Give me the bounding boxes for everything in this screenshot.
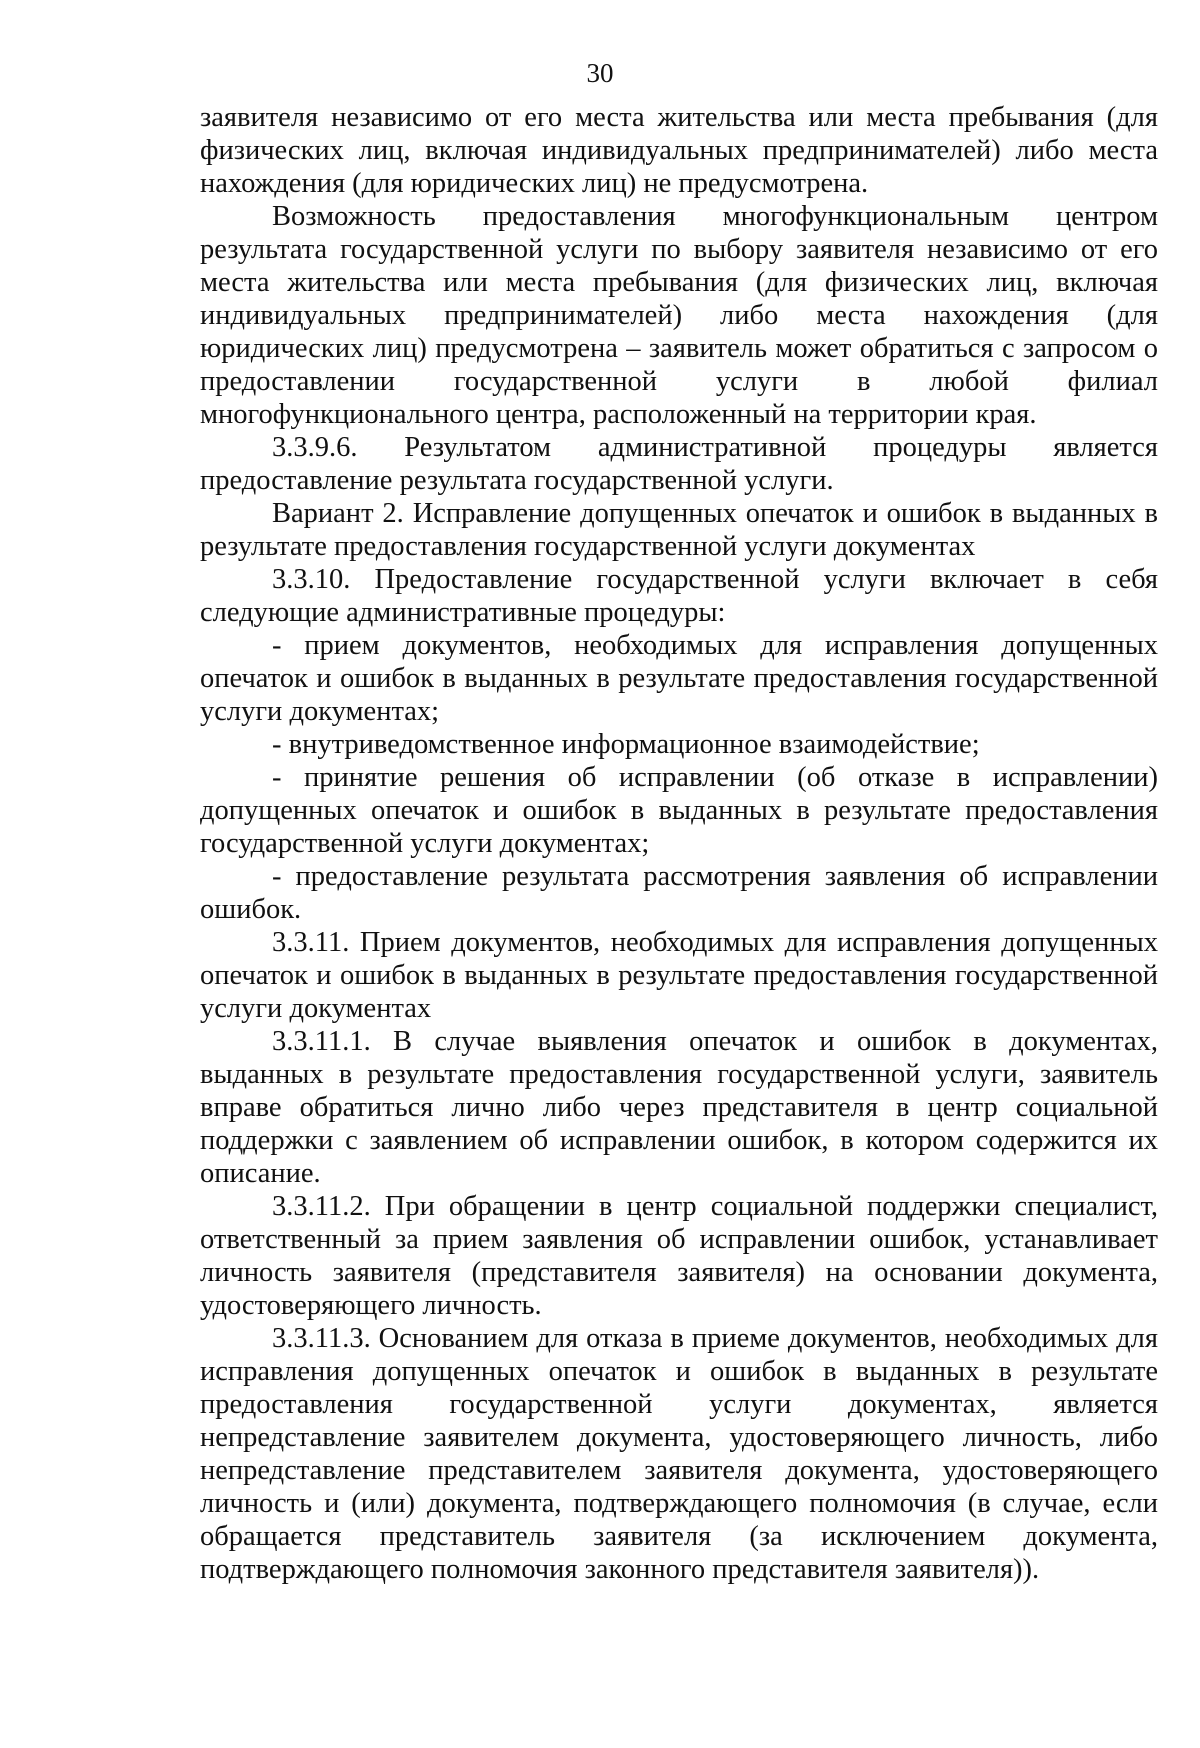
paragraph-3-3-11: 3.3.11. Прием документов, необходимых для исправления допущенных опечаток и ошибок в выданных в результате предоставления государственной услуги документах	[200, 927, 1158, 1024]
paragraph-mfc-possibility: Возможность предоставления многофункциональным центром результата государственной услуги по выбору заявителя независимо от его места жительства или места пребывания (для физических лиц, включая индивидуальных предпринимателей) либо места нахождения (для юридических лиц) предусмотрена – заявитель может обратиться с запросом о предоставлении государственной услуги в любой филиал многофункционального центра, расположенный на территории края.	[200, 201, 1158, 430]
paragraph-3-3-10: 3.3.10. Предоставление государственной услуги включает в себя следующие административные процедуры:	[200, 564, 1158, 628]
document-body	[200, 101, 1158, 1586]
page-number: 30	[586, 58, 614, 88]
list-item-decision: - принятие решения об исправлении (об отказе в исправлении) допущенных опечаток и ошибок в выданных в результате предоставления государственной услуги документах;	[200, 762, 1158, 859]
list-item-result: - предоставление результата рассмотрения заявления об исправлении ошибок.	[200, 861, 1158, 925]
paragraph-3-3-11-1: 3.3.11.1. В случае выявления опечаток и ошибок в документах, выданных в результате предоставления государственной услуги, заявитель вправе обратиться лично либо через представителя в центр социальной поддержки с заявлением об исправлении ошибок, в котором содержится их описание.	[200, 1026, 1158, 1189]
paragraph-3-3-11-2: 3.3.11.2. При обращении в центр социальной поддержки специалист, ответственный за прием заявления об исправлении ошибок, устанавливает личность заявителя (представителя заявителя) на основании документа, удостоверяющего личность.	[200, 1191, 1158, 1321]
paragraph-continuation: заявителя независимо от его места жительства или места пребывания (для физических лиц, включая индивидуальных предпринимателей) либо места нахождения (для юридических лиц) не предусмотрена.	[200, 102, 1158, 199]
list-item-document-intake: - прием документов, необходимых для исправления допущенных опечаток и ошибок в выданных в результате предоставления государственной услуги документах;	[200, 630, 1158, 727]
paragraph-variant-2-heading: Вариант 2. Исправление допущенных опечаток и ошибок в выданных в результате предоставления государственной услуги документах	[200, 498, 1158, 562]
list-item-interaction: - внутриведомственное информационное взаимодействие;	[272, 729, 980, 760]
paragraph-3-3-11-3: 3.3.11.3. Основанием для отказа в приеме документов, необходимых для исправления допущенных опечаток и ошибок в выданных в результате предоставления государственной услуги документах, является непредставление заявителем документа, удостоверяющего личность, либо непредставление представителем заявителя документа, удостоверяющего личность и (или) документа, подтверждающего полномочия (в случае, если обращается представитель заявителя (за исключением документа, подтверждающего полномочия законного представителя заявителя)).	[200, 1323, 1158, 1585]
paragraph-3-3-9-6: 3.3.9.6. Результатом административной процедуры является предоставление результата государственной услуги.	[200, 432, 1158, 496]
